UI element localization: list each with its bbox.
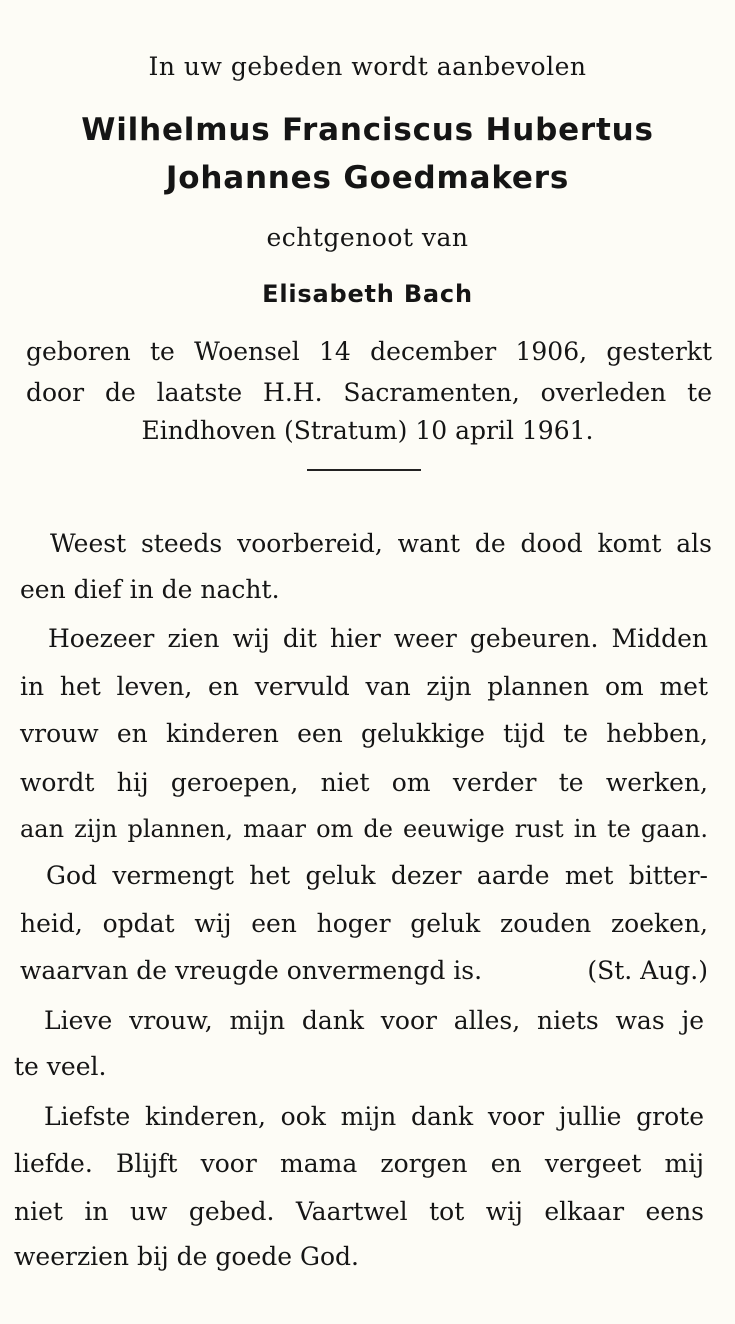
text-line: Weest steeds voorbereid, want de dood komt als [50,529,712,558]
text-line: liefde. Blijft voor mama zorgen en vergeet mij [14,1149,704,1178]
text-line: in het leven, en vervuld van zijn plannen om met [20,672,708,701]
spouse-of-text: echtgenoot van [266,223,469,252]
text-line: Hoezeer zien wij dit hier weer gebeuren. Midden [48,624,708,653]
text-line: God vermengt het geluk dezer aarde met bitter- [46,861,708,890]
text-line [20,956,708,985]
bio-line: geboren te Woensel 14 december 1906, gesterkt [26,337,712,366]
text-line: niet in uw gebed. Vaartwel tot wij elkaar eens [14,1197,704,1226]
bio-line: Eindhoven (Stratum) 10 april 1961. [141,416,594,445]
bio-line: door de laatste H.H. Sacramenten, overleden te [26,378,712,407]
deceased-name-line-1: Wilhelmus Franciscus Hubertus [81,112,654,148]
text-line-body: waarvan de vreugde onvermengd is. [20,956,483,985]
text-line: wordt hij geroepen, niet om verder te werken, [20,768,708,797]
text-line: een dief in de nacht. [20,575,280,604]
text-line: Liefste kinderen, ook mijn dank voor jullie grote [44,1102,704,1131]
quote-reference: (St. Aug.) [587,956,708,985]
deceased-name-line-2: Johannes Goedmakers [165,160,570,196]
text-line: weerzien bij de goede God. [14,1242,359,1271]
text-line: Lieve vrouw, mijn dank voor alles, niets was je [44,1006,704,1035]
divider-rule [307,469,421,471]
intro-text: In uw gebeden wordt aanbevolen [148,52,587,81]
text-line: heid, opdat wij een hoger geluk zouden zoeken, [20,909,708,938]
text-line: vrouw en kinderen een gelukkige tijd te hebben, [20,719,708,748]
spouse-name: Elisabeth Bach [262,280,473,308]
text-line: aan zijn plannen, maar om de eeuwige rust in te gaan. [20,815,708,843]
text-line: te veel. [14,1052,107,1081]
